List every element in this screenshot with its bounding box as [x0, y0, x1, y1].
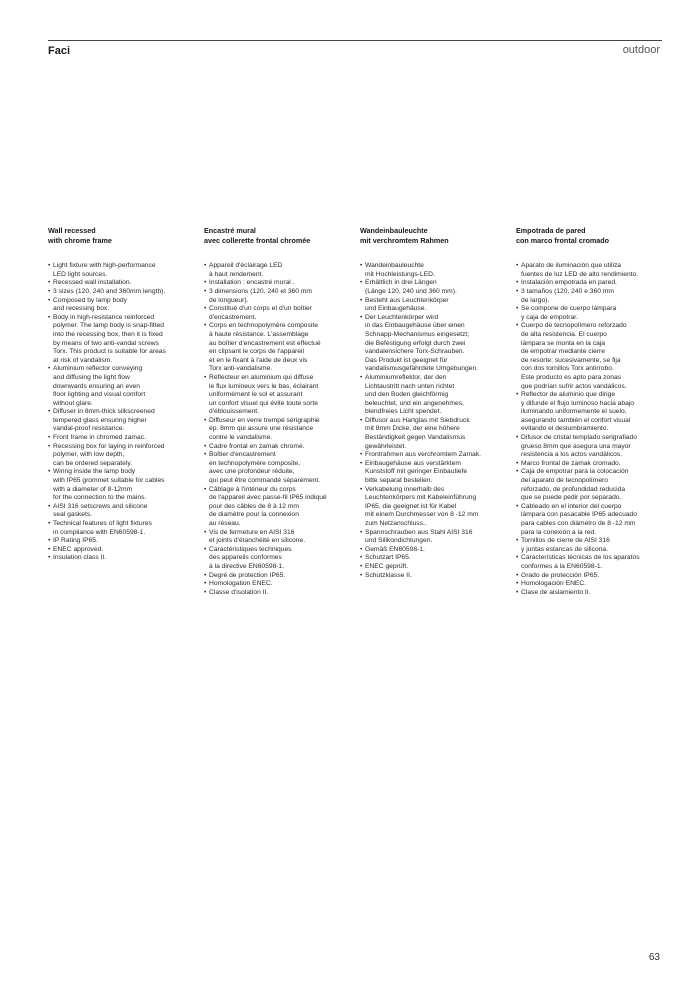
feature-list — [516, 262, 656, 597]
feature-list — [204, 262, 344, 597]
list-item: • Installation : encastré mural . — [204, 279, 344, 288]
list-item: • Homologación ENEC. — [516, 580, 656, 589]
category-label: outdoor — [622, 44, 660, 56]
list-item: • Diffusor aus Hartglas mit Siebdruck mit 8mm Dicke, der eine höhere Beständigkeit gegen Vandalismus gewährleistet. — [360, 417, 500, 451]
list-item: • Frontrahmen aus verchromtem Zamak. — [360, 451, 500, 460]
list-item: • Reflector de aluminio que dirige y difunde el flujo luminoso hacia abajo iluminando uniformemente el suelo, asegurando también el confort visual evitando el deslumbramiento. — [516, 391, 656, 434]
column-title: Encastré mural avec collerette frontal chromée — [204, 226, 311, 245]
list-item: • Gemäß EN60598-1. — [360, 546, 500, 555]
list-item: • 3 tamaños (120, 240 e 360 mm de largo). — [516, 288, 656, 305]
list-item: • Schutzart IP65. — [360, 554, 500, 563]
list-item: • Réflecteur en aluminium qui diffuse le flux lumineux vers le bas, éclairant uniformément le sol et assurant un confort visuel qui évite toute sorte d'éblouissement. — [204, 374, 344, 417]
column-title: Wall recessed with chrome frame — [48, 226, 112, 245]
list-item: • Light fixture with high-performance LED light sources. — [48, 262, 188, 279]
list-item: • Diffuser in 8mm-thick silkscreened tempered glass ensuring higher vandal-proof resistance. — [48, 408, 188, 434]
list-item: • Caja de empotrar para la colocación del aparato de tecnopolímero reforzado, de profundidad reducida que se puede pedir por separado. — [516, 468, 656, 502]
list-item: • 3 sizes (120, 240 and 360mm length). — [48, 288, 188, 297]
list-item: • Spannschrauben aus Stahl AISI 316 und Silikondichtungen. — [360, 529, 500, 546]
list-item: • Verkabelung innerhalb des Leuchtenkörpers mit Kabeleinführung IP65, die geeignet ist für Kabel mit einem Durchmesser von 8 -12 mm zum Netzanschluss.. — [360, 486, 500, 529]
list-item: • Homologation ENEC. — [204, 580, 344, 589]
list-item: • Wandeinbauleuchte mit Hochleistungs-LED. — [360, 262, 500, 279]
list-item: • Constitué d'un corps et d'un boîtier d'encastrement. — [204, 305, 344, 322]
list-item: • Boîtier d'encastrement en technopolymère composite, avec une profondeur réduite, qui peut être commandé séparément. — [204, 451, 344, 485]
column-german — [360, 226, 500, 580]
list-item: • Classe d'isolation II. — [204, 589, 344, 598]
list-item: • 3 dimensions (120, 240 et 360 mm de longueur). — [204, 288, 344, 305]
list-item: • ENEC approved. — [48, 546, 188, 555]
list-item: • Body in high-resistance reinforced polymer. The lamp body is snap-fitted into the recessing box, then it is fixed by means of two anti-vandal screws Torx. This product is suitable for areas at risk of vandalism. — [48, 314, 188, 366]
list-item: • Schutzklasse II. — [360, 572, 500, 581]
feature-list — [360, 262, 500, 580]
list-item: • Erhältlich in drei Längen (Länge 120, 240 und 360 mm). — [360, 279, 500, 296]
list-item: • Corps en technopolymère composite à haute résistance. L'assemblage au boîtier d'encastrement est effectué en clipsant le corps de l'appareil et en le fixant à l'aide de deux vis Torx anti-vandalisme. — [204, 322, 344, 374]
list-item: • Cableado en el interior del cuerpo lámpara con pasacable IP65 adecuado para cables con diámetro de 8 -12 mm para la conexión a la red. — [516, 503, 656, 537]
list-item: • IP Rating IP65. — [48, 537, 188, 546]
list-item: • AISI 316 setscrews and silicone seal gaskets. — [48, 503, 188, 520]
list-item: • Tornillos de cierre de AISI 316 y juntas estancas de silicona. — [516, 537, 656, 554]
feature-list — [48, 262, 188, 563]
list-item: • Vis de fermeture en AISI 316 et joints d'étanchéité en silicone. — [204, 529, 344, 546]
column-spanish — [516, 226, 656, 597]
list-item: • Wiring inside the lamp body with IP65 grommet suitable for cables with a diameter of 8-12mm for the connection to the mains. — [48, 468, 188, 502]
column-title: Wandeinbauleuchte mit verchromtem Rahmen — [360, 226, 449, 245]
list-item: • Recessed wall installation. — [48, 279, 188, 288]
column-french — [204, 226, 344, 597]
list-item: • Appareil d'éclairage LED à haut rendement. — [204, 262, 344, 279]
list-item: • Cuerpo de tecnopolímero reforzado de alta resistencia. El cuerpo lámpara se monta en la caja de empotrar mediante cierre de resorte; sucesivamente, se fija con dos tornillos Torx antirrobo. Este producto es apto para zonas que podrían sufrir actos vandálicos. — [516, 322, 656, 391]
list-item: • Instalación empotrada en pared. — [516, 279, 656, 288]
list-item: • Características técnicas de los aparatos conformes a la EN60598-1. — [516, 554, 656, 571]
list-item: • Besteht aus Leuchtenkörper und Einbaugehäuse. — [360, 297, 500, 314]
product-name: Faci — [48, 45, 71, 57]
list-item: • Aluminium reflector conveying and diffusing the light flow downwards ensuring an even floor lighting and visual comfort without glare. — [48, 365, 188, 408]
column-title: Empotrada de pared con marco frontal cromado — [516, 226, 610, 245]
list-item: • Câblage à l'intérieur du corps de l'appareil avec passe-fil IP65 indiqué pour des câbles de 8 à 12 mm de diamètre pour la connexion au réseau. — [204, 486, 344, 529]
header-rule — [48, 40, 662, 41]
list-item: • Cadre frontal en zamak chromé. — [204, 443, 344, 452]
list-item: • Der Leuchtenkörper wird in das Einbaugehäuse über einen Schnapp-Mechanismus eingesetzt; die Befestigung erfolgt durch zwei vandalensichere Torx-Schrauben. Das Produkt ist geeignet für vandalismusgefährdete Umgebungen. — [360, 314, 500, 374]
list-item: • Einbaugehäuse aus verstärktem Kunststoff mit geringer Einbautiefe bitte separat bestellen. — [360, 460, 500, 486]
list-item: • Grado de protección IP65. — [516, 572, 656, 581]
list-item: • Aparato de iluminación que utiliza fuentes de luz LED de alto rendimiento. — [516, 262, 656, 279]
list-item: • Diffuseur en verre trempé sérigraphié ép. 8mm qui assure une résistance contre le vandalisme. — [204, 417, 344, 443]
list-item: • Marco frontal de zamak cromado. — [516, 460, 656, 469]
list-item: • Recessing box for laying in reinforced polymer, with low depth, can be ordered separately. — [48, 443, 188, 469]
list-item: • Technical features of light fixtures in compliance with EN60598-1. — [48, 520, 188, 537]
list-item: • Aluminiumreflektor, der den Lichtaustritt nach unten richtet und den Boden gleichförmig beleuchtet, und ein angenehmes, blendfreies Licht spendet. — [360, 374, 500, 417]
page-number: 63 — [648, 952, 660, 963]
list-item: • Caractéristiques techniques des appareils conformes à la directive EN60598-1. — [204, 546, 344, 572]
column-english — [48, 226, 188, 563]
list-item: • Front frame in chromed zamac. — [48, 434, 188, 443]
list-item: • Composed by lamp body and recessing box. — [48, 297, 188, 314]
list-item: • Difusor de cristal templado serigrafiado grueso 8mm que asegura una mayor resistencia a los actos vandálicos. — [516, 434, 656, 460]
list-item: • Se compone de cuerpo lámpara y caja de empotrar. — [516, 305, 656, 322]
list-item: • Insulation class II. — [48, 554, 188, 563]
list-item: • Clase de aislamiento II. — [516, 589, 656, 598]
list-item: • ENEC geprüft. — [360, 563, 500, 572]
list-item: • Degré de protection IP65. — [204, 572, 344, 581]
